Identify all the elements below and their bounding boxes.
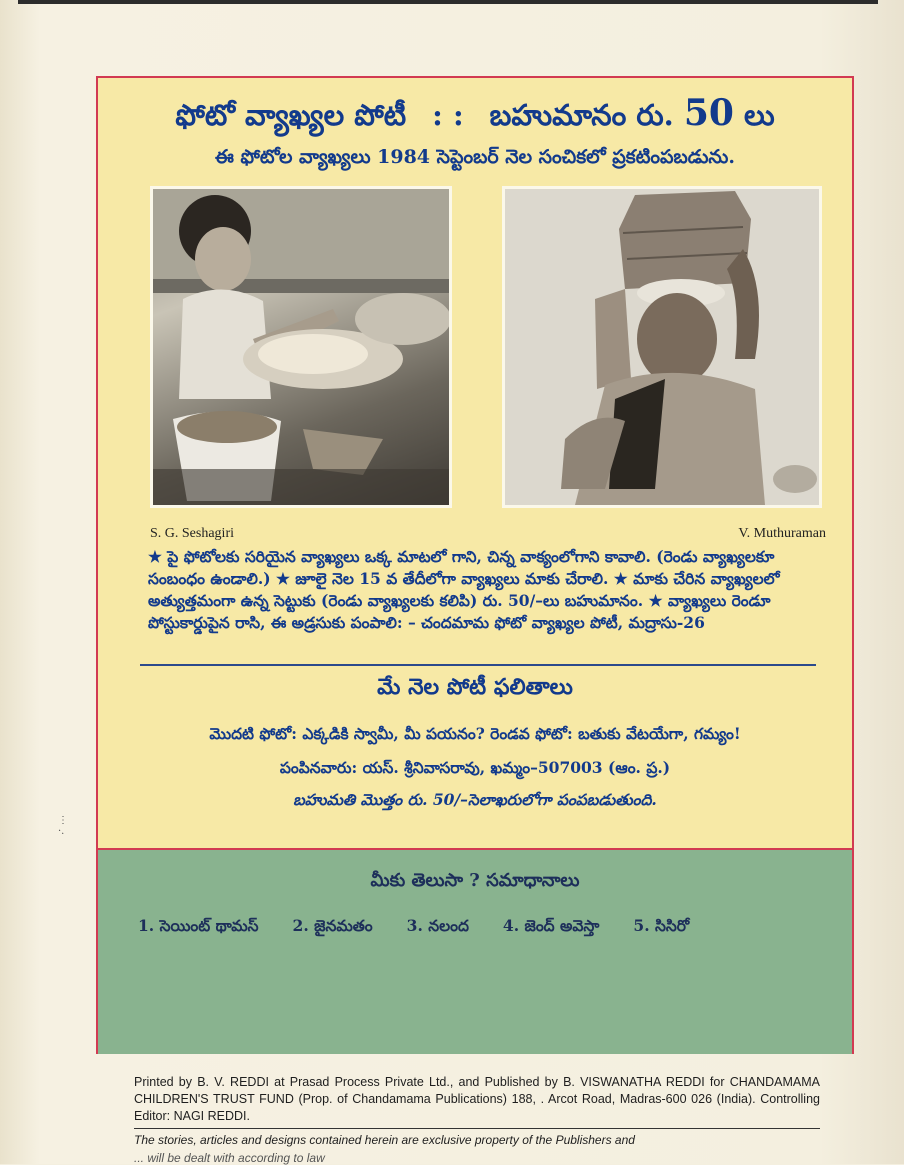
prize-prefix: బహుమానం రు. xyxy=(489,98,674,132)
prize-suffix: లు xyxy=(744,98,775,132)
contest-title: ఫోటో వ్యాఖ్యల పోటీ xyxy=(175,98,407,132)
quiz-title: మీకు తెలుసా ? సమాధానాలు xyxy=(370,870,580,891)
header-separator: : : xyxy=(432,98,464,132)
imprint-divider xyxy=(134,1128,820,1129)
quiz-answers-box xyxy=(98,848,852,1054)
contest-panel xyxy=(96,76,854,1054)
prize-amount: 50 xyxy=(683,92,734,134)
quiz-answer-list xyxy=(138,916,689,939)
results-title: మే నెల పోటీ ఫలితాలు xyxy=(377,674,573,700)
quiz-answer-2: 2. జైనమతం xyxy=(292,916,373,935)
photo-girl-sifting-grain xyxy=(150,186,452,508)
prize-text xyxy=(490,92,775,140)
contest-subtitle: ఈ ఫోటోల వ్యాఖ్యలు 1984 సెప్టెంబర్ నెల సంచికలో ప్రకటింపబడును. xyxy=(215,146,735,168)
printer-imprint: Printed by B. V. REDDI at Prasad Process Private Ltd., and Published by B. VISWANATHA REDDI for CHANDAMAMA CHILDREN'S TRUST FUND (Prop. of Chandamama Publications) 188, . Arcot Road, Madras-600 026 (India). Controlling Editor: NAGI REDDI. xyxy=(134,1075,820,1123)
photo-2-illustration xyxy=(505,189,819,505)
results-prize-note: బహుమతి మొత్తం రు. 50/–సెలాఖరులోగా పంపబడుతుంది. xyxy=(293,790,657,809)
quiz-answer-1: 1. సెయింట్ థామస్ xyxy=(138,916,259,935)
photo-boy-carrying-bricks xyxy=(502,186,822,508)
print-specks: ⋮ ·. xyxy=(58,815,68,837)
star-icon: ★ xyxy=(148,547,168,566)
top-edge-rule xyxy=(18,0,878,4)
photo-1-illustration xyxy=(153,189,449,505)
results-captions: మొదటి ఫోటో: ఎక్కడికి స్వామీ, మీ పయనం? రెండవ ఫోటో: బతుకు వేటయేగా, గమ్యం! xyxy=(209,724,741,743)
copyright-notice-continued: ... will be dealt with according to law xyxy=(134,1151,325,1165)
photo-credit-right: V. Muthuraman xyxy=(738,526,826,541)
quiz-answer-3: 3. నలంద xyxy=(406,916,469,935)
quiz-answer-4: 4. జెంద్ అవెస్తా xyxy=(502,916,600,935)
results-winner: పంపినవారు: యస్. శ్రీనివాసరావు, ఖమ్మం–507003 (ఆం. ప్ర.) xyxy=(279,758,671,777)
rules-text: పై ఫోటోలకు సరియైన వ్యాఖ్యలు ఒక్క మాటలో గాని, చిన్న వాక్యంలోగాని కావాలి. (రెండు వ్యాఖ్యలకూ సంబంధం ఉండాలి.) ★ జూలై నెల 15 వ తేదీలోగా వ్యాఖ్యలు మాకు చేరాలి. ★ మాకు చేరిన వ్యాఖ్యలలో అత్యుత్తమంగా ఉన్న సెట్టుకు (రెండు వ్యాఖ్యలకు కలిపి) రు. 50/–లు బహుమానం. ★ వ్యాఖ్యలు రెండూ పోస్టుకార్డుపైన రాసి, ఈ అడ్రసుకు పంపాలి: – చందమామ ఫోటో వ్యాఖ్యల పోటీ, మద్రాసు-26 xyxy=(148,547,780,632)
contest-header xyxy=(98,92,852,140)
quiz-answer-5: 5. సిసిరో xyxy=(633,916,690,935)
copyright-notice: The stories, articles and designs contained herein are exclusive property of the Publishers and xyxy=(134,1133,635,1147)
photo-credit-left: S. G. Seshagiri xyxy=(150,526,234,541)
contest-rules xyxy=(148,546,828,634)
section-divider xyxy=(140,664,816,666)
